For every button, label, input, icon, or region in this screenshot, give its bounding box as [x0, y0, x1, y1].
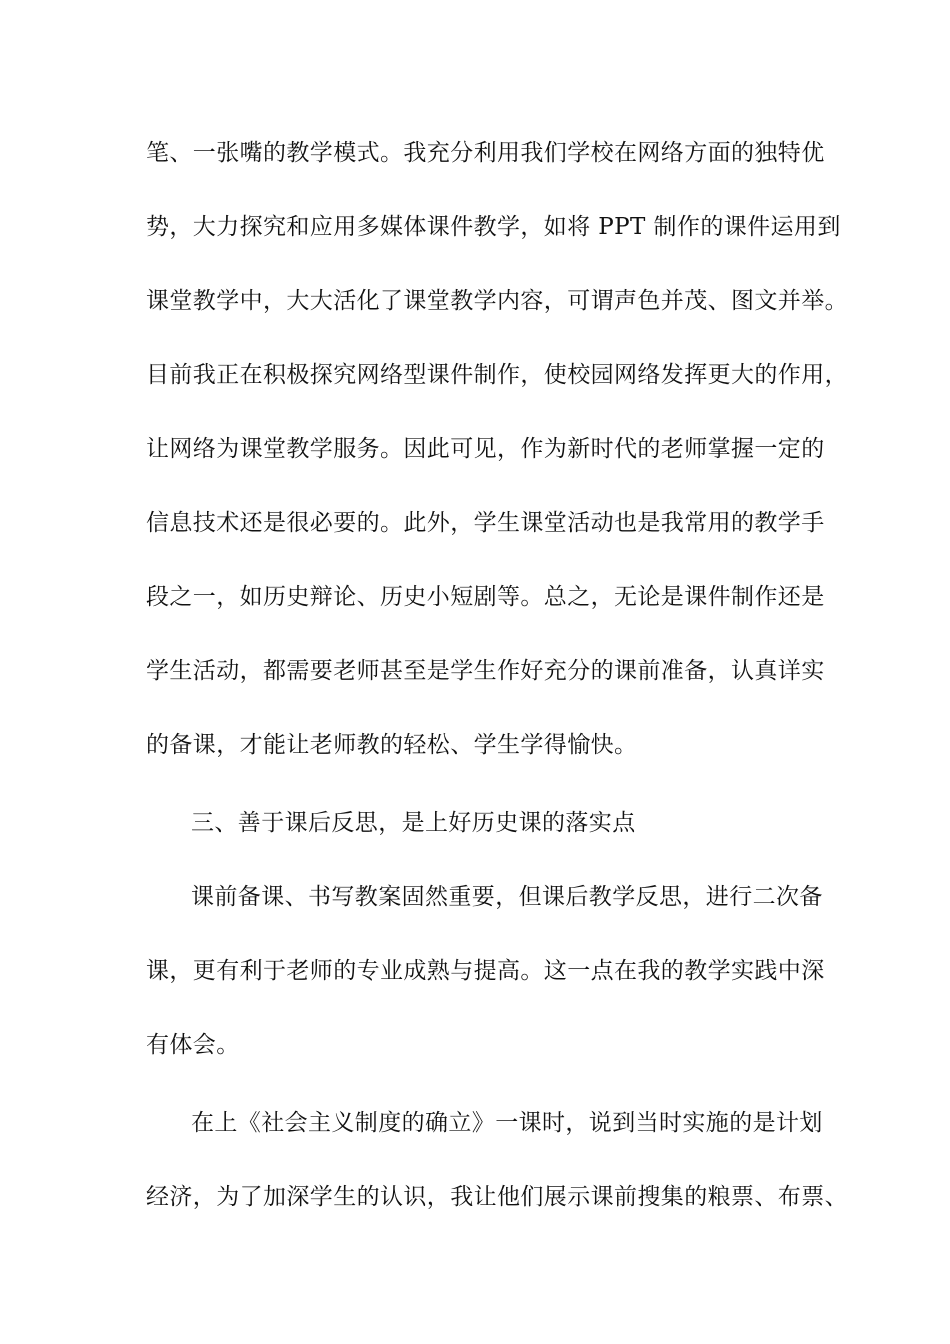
text-line: 在上《社会主义制度的确立》一课时，说到当时实施的是计划 — [191, 1110, 823, 1136]
text-line: 学生活动，都需要老师甚至是学生作好充分的课前准备，认真详实 — [146, 658, 825, 684]
text-line: 课前备课、书写教案固然重要，但课后教学反思，进行二次备 — [191, 884, 823, 910]
text-line: 有体会。 — [146, 1032, 240, 1058]
text-line: 目前我正在积极探究网络型课件制作，使校园网络发挥更大的作用， — [146, 362, 848, 388]
text-line: 课堂教学中，大大活化了课堂教学内容，可谓声色并茂、图文并举。 — [146, 288, 848, 314]
text-line: 经济，为了加深学生的认识，我让他们展示课前搜集的粮票、布票、 — [146, 1184, 848, 1210]
text-line: 信息技术还是很必要的。此外，学生课堂活动也是我常用的教学手 — [146, 510, 825, 536]
text-line: 的备课，才能让老师教的轻松、学生学得愉快。 — [146, 732, 638, 758]
section-heading: 三、善于课后反思，是上好历史课的落实点 — [191, 810, 636, 836]
text-line: 课，更有利于老师的专业成熟与提高。这一点在我的教学实践中深 — [146, 958, 825, 984]
text-line: 笔、一张嘴的教学模式。我充分利用我们学校在网络方面的独特优 — [146, 140, 825, 166]
text-line: 势，大力探究和应用多媒体课件教学，如将 PPT 制作的课件运用到 — [146, 214, 841, 240]
text-line: 让网络为课堂教学服务。因此可见，作为新时代的老师掌握一定的 — [146, 436, 825, 462]
text-line: 段之一，如历史辩论、历史小短剧等。总之，无论是课件制作还是 — [146, 584, 825, 610]
